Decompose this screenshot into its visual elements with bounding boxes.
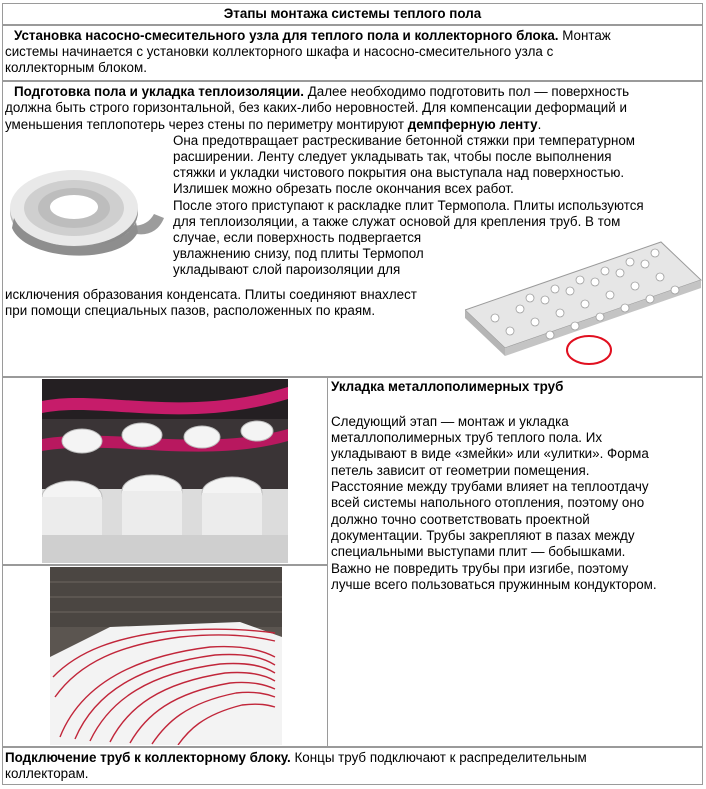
pipes-closeup-photo [42, 379, 288, 563]
section4-heading: Подключение труб к коллекторному блоку. [5, 750, 291, 765]
section2-right-2: стяжки и укладки чистового покрытия она выступала над поверхностью. [173, 165, 625, 180]
section3-line-8: специальными выступами плит — бобышками. [331, 544, 626, 559]
section2-right-6: случае, если поверхность подвергается [173, 230, 422, 245]
section1-line2: системы начинается с установки коллекторного шкафа и насосно-смесительного узла с [5, 44, 554, 59]
section3-line-2: укладывают в виде «змейки» или «улитки». Форма [331, 446, 649, 461]
section3-line-10: лучше всего пользоваться пружинным кондуктором. [331, 577, 657, 592]
section2-text: . [537, 117, 542, 132]
section2-right-1: расширении. Ленту следует укладывать так, чтобы после выполнения [173, 149, 612, 164]
insulation-plate-image [465, 236, 703, 374]
section3-line-9: Важно не повредить трубы при изгибе, поэтому [331, 561, 629, 576]
section2-heading: Подготовка пола и укладка теплоизоляции. [14, 84, 304, 99]
section3-line-6: должно точно соответствовать проектной [331, 512, 590, 527]
damper-tape-term: демпферную ленту [407, 117, 538, 132]
section2-text: уменьшения теплопотерь через стены по периметру монтируют [5, 117, 408, 132]
section1-line1 [14, 28, 611, 44]
section3-line-5: всей системы напольного отопления, поэтому оно [331, 495, 645, 510]
section2-line1 [14, 84, 629, 100]
section3-line-0: Следующий этап — монтаж и укладка [331, 414, 569, 429]
section4-line1 [5, 750, 587, 766]
section2-right-0: Она предотвращает растрескивание бетонной стяжки при температурном [173, 133, 636, 148]
section2-bottom-1: при помощи специальных пазов, расположенных по краям. [5, 303, 376, 318]
section3-line-4: Расстояние между трубами влияет на теплоотдачу [331, 479, 649, 494]
pipe-layout-photo [50, 567, 282, 745]
section4-text: Концы труб подключают к распределительным [290, 750, 587, 765]
section3-heading-text: Укладка металлополимерных труб [331, 379, 564, 394]
section3-heading [331, 379, 563, 395]
section1-lead: Монтаж [558, 28, 611, 43]
section2-right-3: Излишек можно обрезать после окончания всех работ. [173, 181, 514, 196]
damper-tape-image [4, 148, 170, 268]
section2-right-7: увлажнению снизу, под плиты Термопол [173, 246, 424, 261]
section2-right-8: укладывают слой пароизоляции для [173, 262, 401, 277]
section4-line2: коллекторам. [5, 766, 89, 781]
section2-bottom-0: исключения образования конденсата. Плиты соединяют внахлест [5, 287, 417, 302]
section1-heading: Установка насосно-смесительного узла для теплого пола и коллекторного блока. [14, 28, 559, 43]
section2-line3 [5, 117, 541, 133]
section1-line3: коллекторным блоком. [5, 60, 147, 75]
section2-right-4: После этого приступают к раскладке плит Термопола. Плиты используются [173, 198, 644, 213]
section2-right-5: для теплоизоляции, а также служат основой для крепления труб. В том [173, 214, 621, 229]
section3-line-7: документации. Трубы закрепляют в пазах между [331, 528, 635, 543]
section2-text: Далее необходимо подготовить пол — поверхность [303, 84, 630, 99]
section2-line2: должна быть строго горизонтальной, без каких-либо неровностей. Для компенсации деформаций и [5, 100, 627, 115]
section3-line-3: петель зависит от геометрии помещения. [331, 463, 590, 478]
page-title: Этапы монтажа системы теплого пола [223, 6, 482, 21]
section3-line-1: металлополимерных труб теплого пола. Их [331, 430, 603, 445]
